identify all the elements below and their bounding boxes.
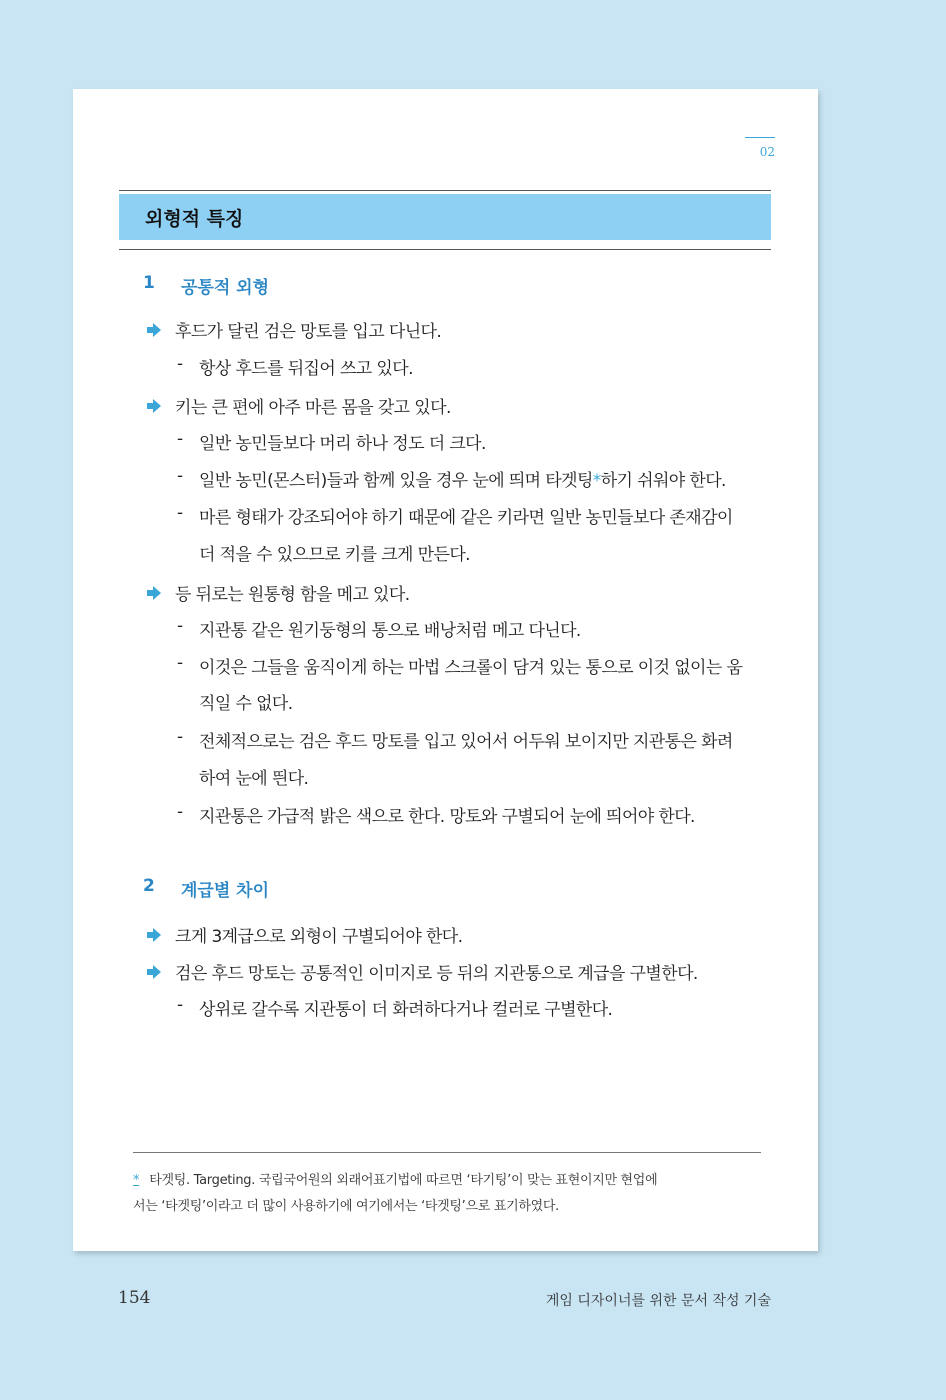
footnote-divider [133, 1152, 761, 1153]
sub-bullet-item [177, 503, 733, 528]
section-header [119, 190, 771, 250]
bullet-text: 키는 큰 편에 아주 마른 몸을 갖고 있다. [175, 398, 451, 418]
footnote-reference[interactable]: * [592, 471, 601, 491]
sub-bullet-item [177, 466, 726, 491]
sub-bullet-continuation: 더 적을 수 있으므로 키를 크게 만든다. [199, 545, 470, 565]
arrow-bullet-icon [145, 397, 163, 415]
book-title: 게임 디자이너를 위한 문서 작성 기술 [545, 1293, 771, 1309]
footnote-line: 서는 ‘타겟팅’이라고 더 많이 사용하기에 여기에서는 ‘타겟팅’으로 표기하였다. [133, 1199, 559, 1214]
subsection-title: 공통적 외형 [181, 278, 270, 298]
subsection-number: 2 [143, 876, 155, 896]
bullet-text: 검은 후드 망토는 공통적인 이미지로 등 뒤의 지관통으로 계급을 구별한다. [175, 964, 698, 984]
sub-bullet-text: 전체적으로는 검은 후드 망토를 입고 있어서 어두워 보이지만 지관통은 화려 [199, 732, 733, 752]
sub-bullet-text: 상위로 갈수록 지관통이 더 화려하다거나 컬러로 구별한다. [199, 1000, 613, 1020]
sub-bullet-item [177, 653, 742, 678]
arrow-bullet-icon [145, 584, 163, 602]
dash-marker: - [177, 616, 183, 636]
dash-marker: - [177, 802, 183, 822]
dash-marker: - [177, 995, 183, 1015]
sub-bullet-item [177, 727, 733, 752]
sub-bullet-text: 지관통은 가급적 밝은 색으로 한다. 망토와 구별되어 눈에 띄어야 한다. [199, 807, 695, 827]
dash-marker: - [177, 653, 183, 673]
footnote-line [133, 1169, 763, 1188]
dash-marker: - [177, 429, 183, 449]
subsection-number: 1 [143, 273, 155, 293]
bullet-item [145, 580, 410, 605]
sub-bullet-text: 지관통 같은 원기둥형의 통으로 배낭처럼 메고 다닌다. [199, 621, 581, 641]
subsection-2-heading [143, 876, 269, 901]
sub-bullet-text: 이것은 그들을 움직이게 하는 마법 스크롤이 담겨 있는 통으로 이것 없이는 움 [199, 658, 743, 678]
chapter-number: 02 [745, 137, 775, 159]
sub-bullet-text [199, 466, 726, 491]
sub-bullet-text: 마른 형태가 강조되어야 하기 때문에 같은 키라면 일반 농민들보다 존재감이 [199, 508, 733, 528]
sub-bullet-item [177, 429, 486, 454]
subsection-1-heading [143, 273, 269, 298]
arrow-bullet-icon [145, 926, 163, 944]
dash-marker: - [177, 503, 183, 523]
dash-marker: - [177, 727, 183, 747]
sub-bullet-continuation: 하여 눈에 띈다. [199, 769, 309, 789]
text-part: 하기 쉬워야 한다. [600, 471, 726, 491]
dash-marker: - [177, 466, 183, 486]
sub-bullet-item [177, 995, 612, 1020]
arrow-bullet-icon [145, 321, 163, 339]
bullet-text: 등 뒤로는 원통형 함을 메고 있다. [175, 585, 410, 605]
bullet-item [145, 959, 698, 984]
sub-bullet-item [177, 802, 695, 827]
sub-bullet-item [177, 354, 413, 379]
footnote-marker: * [133, 1173, 140, 1188]
section-title: 외형적 특징 [119, 194, 771, 240]
subsection-title: 계급별 차이 [181, 881, 270, 901]
footnote-text: 타겟팅. Targeting. 국립국어원의 외래어표기법에 따르면 ‘타기팅’이 맞는 표현이지만 현업에 [149, 1173, 658, 1188]
sub-bullet-text: 일반 농민들보다 머리 하나 정도 더 크다. [199, 434, 486, 454]
bullet-item [145, 317, 441, 342]
arrow-bullet-icon [145, 963, 163, 981]
text-part: 일반 농민(몬스터)들과 함께 있을 경우 눈에 띄며 타겟팅 [199, 471, 593, 491]
sub-bullet-item [177, 616, 581, 641]
bullet-item [145, 393, 451, 418]
dash-marker: - [177, 354, 183, 374]
bullet-text: 크게 3계급으로 외형이 구별되어야 한다. [175, 927, 463, 947]
page-card [73, 89, 818, 1251]
page-number: 154 [118, 1288, 151, 1308]
sub-bullet-text: 항상 후드를 뒤집어 쓰고 있다. [199, 359, 413, 379]
bullet-item [145, 922, 462, 947]
sub-bullet-continuation: 직일 수 없다. [199, 694, 293, 714]
bullet-text: 후드가 달린 검은 망토를 입고 다닌다. [175, 322, 442, 342]
